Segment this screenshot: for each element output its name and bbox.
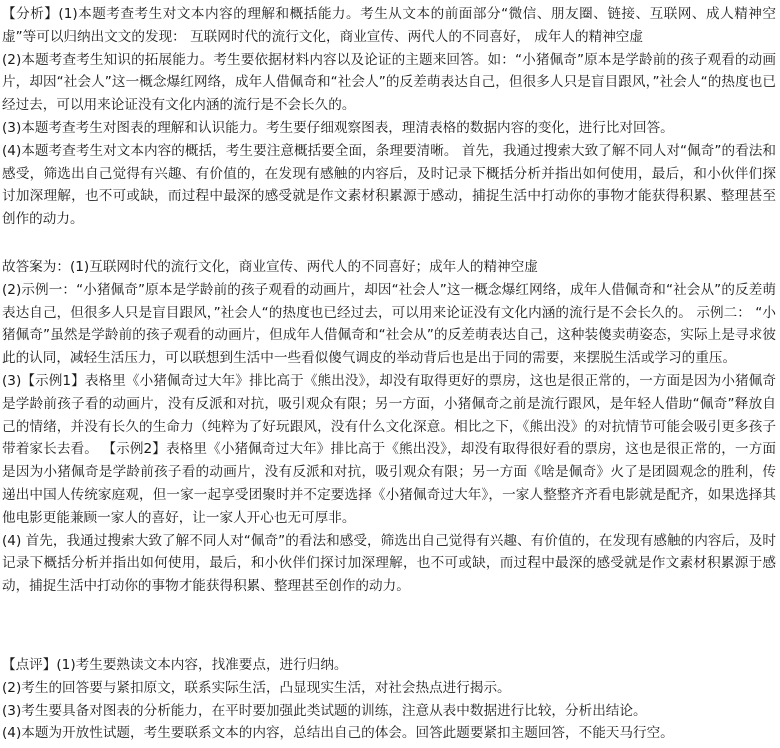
analysis-paragraph-3: (3)本题考查考生对图表的理解和认识能力。考生要仔细观察图表，理清表格的数据内容的变化，进行比对回答。: [2, 119, 674, 136]
review-paragraph-2: (2)考生的回答要与紧扣原文，联系实际生活，凸显现实生活，对社会热点进行揭示。: [2, 679, 511, 696]
answer-section: [2, 256, 776, 598]
analysis-section: [2, 3, 776, 231]
analysis-paragraph-1: 【分析】(1)本题考查考生对文本内容的理解和概括能力。考生从文本的前面部分“微信、朋友圈、链接、互联网、成人精神空虚”等可以归纳出文文的发现： 互联网时代的流行文化，商业宣传、两代人的不同喜好， 成年人的精神空虚: [2, 6, 776, 45]
answer-paragraph-4: (4) 首先，我通过搜索大致了解不同人对“佩奇”的看法和感受，筛选出自己觉得有兴趣、有价值的，在发现有感触的内容后，及时记录下概括分析并指出如何使用，最后，和小伙伴们探讨加深理解，也不可或缺，而过程中最深的感受就是作文素材积累源于感动，捕捉生活中打动你的事物才能获得积累、整理甚至创作的动力。: [2, 532, 776, 595]
review-paragraph-3: (3)考生要具备对图表的分析能力，在平时要加强此类试题的训练，注意从表中数据进行比较，分析出结论。: [2, 702, 647, 719]
answer-paragraph-1: 故答案为：(1)互联网时代的流行文化，商业宣传、两代人的不同喜好；成年人的精神空虚: [2, 259, 538, 275]
answer-paragraph-3: (3)【示例1】表格里《小猪佩奇过大年》排比高于《熊出没》，却没有取得更好的票房，这也是很正常的，一方面是因为小猪佩奇是学龄前孩子看的动画片，没有反派和对抗，吸引观众有限；另一方面，小猪佩奇之前是流行跟风，是年轻人借助“佩奇”释放自己的情绪，并没有长久的生命力（纯粹为了好玩跟风，没有什么文化深意。相比之下，《熊出没》的对抗情节可能会吸引更多孩子带着家长去看。 【示例2】表格里《小猪佩奇过大年》排比高于《熊出没》，却没有取得很好看的票房，这也是很正常的，一方面是因为小猪佩奇是学龄前孩子看的动画片，没有反派和对抗，吸引观众有限；另一方面《啥是佩奇》火了是团圆观念的胜利，传递出中国人传统家庭观，但一家一起享受团聚时并不定要选择《小猪佩奇过大年》，一家人整整齐齐看电影就是配齐，如果选择其他电影更能兼顾一家人的喜好，让一家人开心也无可厚非。: [2, 372, 776, 526]
review-section: [2, 654, 776, 745]
answer-paragraph-2: (2)示例一：“小猪佩奇”原本是学龄前的孩子观看的动画片，却因“社会人”这一概念爆红网络，成年人借佩奇和“社会从”的反差萌表达自己，但很多人只是盲目跟风，”社会人“的热度也已经过去，可以用来论证没有文化内涵的流行是不会长久的。 示例二： “小猪佩奇”虽然是学龄前的孩子观看的动画片，但成年人借佩奇和“社会从”的反差萌表达自己，这种装傻卖萌姿态，实际上是寻求彼此的认同，减轻生活压力，可以联想到生活中一些看似傻气调皮的举动背后也是出于同的需要，来摆脱生活或学习的重压。: [2, 281, 776, 367]
review-paragraph-1: 【点评】(1)考生要熟读文本内容，找准要点，进行归纳。: [2, 657, 348, 673]
analysis-paragraph-2: (2)本题考查考生知识的拓展能力。考生要依据材料内容以及论证的主题来回答。如：“小猪佩奇”原本是学龄前的孩子观看的动画片，却因“社会人”这一概念爆红网络，成年人借佩奇和“社会人”的反差萌表达自己，但很多人只是盲目跟风，”社会人“的热度也已经过去，可以用来论证没有文化内涵的流行是不会长久的。: [2, 51, 776, 114]
review-paragraph-4: (4)本题为开放性试题，考生要联系文本的内容，总结出自己的体会。回答此题要紧扣主题回答，不能天马行空。: [2, 725, 674, 742]
analysis-paragraph-4: (4)本题考查考生对文本内容的概括，考生要注意概括要全面，条理要清晰。 首先，我通过搜索大致了解不同人对“佩奇”的看法和感受，筛选出自己觉得有兴趣、有价值的，在发现有感触的内容后，及时记录下概括分析并指出如何使用，最后，和小伙伴们探讨加深理解，也不可或缺，而过程中最深的感受就是作文素材积累源于感动，捕捉生活中打动你的事物才能获得积累、整理甚至创作的动力。: [2, 142, 776, 228]
